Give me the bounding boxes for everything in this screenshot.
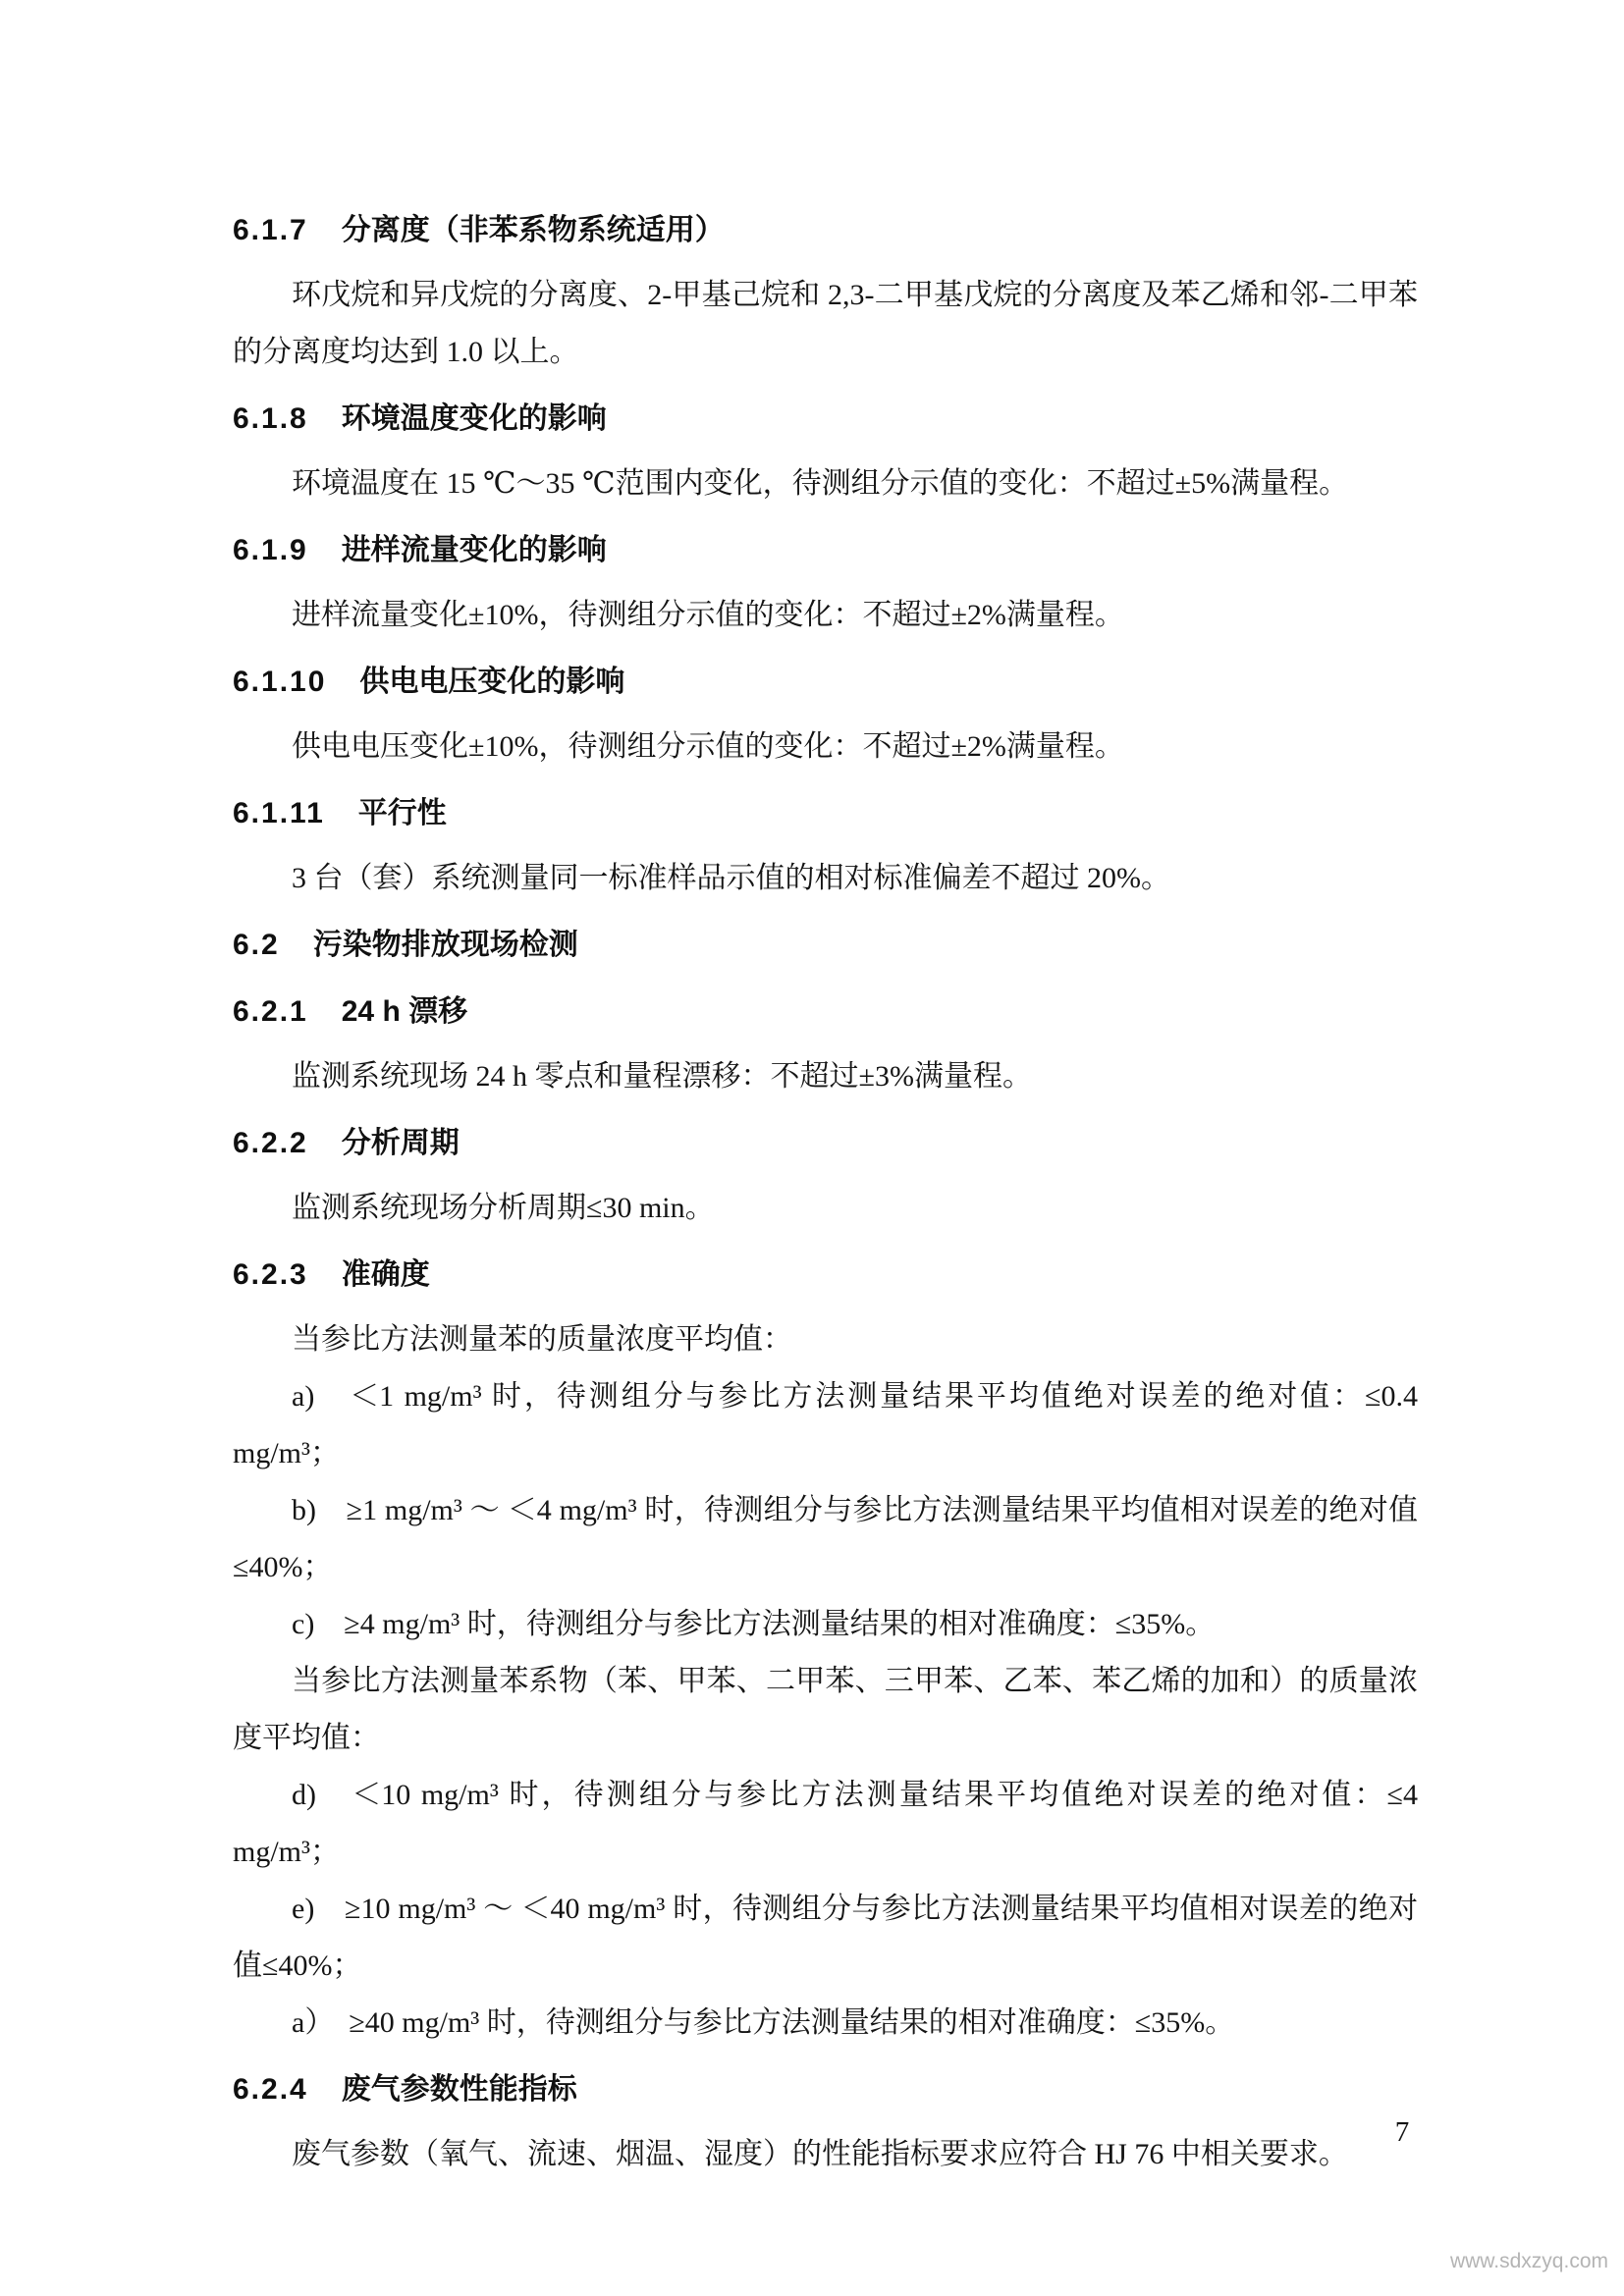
paragraph-separation-degree: 环戊烷和异戊烷的分离度、2-甲基己烷和 2,3-二甲基戊烷的分离度及苯乙烯和邻-二甲苯的分离度均达到 1.0 以上。 [233,279,1418,368]
heading-number: 6.1.7 [233,214,308,246]
heading-title: 供电电压变化的影响 [359,666,625,698]
heading-6-1-10 [233,654,1418,711]
paragraph-ambient-temperature: 环境温度在 15 ℃～35 ℃范围内变化，待测组分示值的变化：不超过±5%满量程。 [292,467,1349,500]
heading-title: 废气参数性能指标 [341,2073,577,2106]
heading-number: 6.2.1 [233,995,308,1028]
paragraph-analysis-cycle: 监测系统现场分析周期≤30 min。 [292,1192,715,1224]
heading-6-1-8 [233,391,1418,448]
paragraph-benzene-intro: 当参比方法测量苯的质量浓度平均值： [292,1323,792,1356]
paragraph-btex-intro: 当参比方法测量苯系物（苯、甲苯、二甲苯、三甲苯、乙苯、苯乙烯的加和）的质量浓度平均值： [233,1665,1418,1754]
heading-number: 6.1.8 [233,402,308,435]
heading-6-2-4 [233,2061,1418,2118]
heading-6-2-2 [233,1115,1418,1172]
heading-6-1-7 [233,202,1418,259]
list-item-a: a) ＜1 mg/m³ 时，待测组分与参比方法测量结果平均值绝对误差的绝对值：≤0.4 mg/m³； [233,1380,1418,1469]
heading-title: 进样流量变化的影响 [341,534,607,566]
page-number: 7 [1394,2116,1410,2148]
heading-number: 6.1.11 [233,797,325,829]
heading-6-2-3 [233,1247,1418,1304]
paragraph-parallelism: 3 台（套）系统测量同一标准样品示值的相对标准偏差不超过 20%。 [292,862,1170,894]
list-item-e: e) ≥10 mg/m³ ～ ＜40 mg/m³ 时，待测组分与参比方法测量结果平均值相对误差的绝对值≤40%； [233,1893,1418,1982]
heading-title: 24 h 漂移 [341,995,468,1028]
heading-number: 6.2.2 [233,1127,308,1159]
list-item-b: b) ≥1 mg/m³ ～ ＜4 mg/m³ 时，待测组分与参比方法测量结果平均值相对误差的绝对值≤40%； [233,1494,1418,1583]
heading-6-1-9 [233,522,1418,579]
heading-number: 6.1.10 [233,666,327,698]
paragraph-supply-voltage: 供电电压变化±10%，待测组分示值的变化：不超过±2%满量程。 [292,730,1124,763]
heading-number: 6.2.4 [233,2073,308,2106]
watermark-url: www.sdxzyq.com [1449,2250,1608,2272]
paragraph-24h-drift: 监测系统现场 24 h 零点和量程漂移：不超过±3%满量程。 [292,1060,1032,1093]
document-body [233,192,1418,2183]
heading-title: 污染物排放现场检测 [312,929,578,961]
list-item-a2: a） ≥40 mg/m³ 时，待测组分与参比方法测量结果的相对准确度：≤35%。 [292,2006,1235,2039]
list-item-c: c) ≥4 mg/m³ 时，待测组分与参比方法测量结果的相对准确度：≤35%。 [292,1608,1216,1640]
heading-title: 平行性 [357,797,447,829]
heading-6-2 [233,917,1418,974]
heading-number: 6.2.3 [233,1258,308,1291]
paragraph-flue-gas-parameters: 废气参数（氧气、流速、烟温、湿度）的性能指标要求应符合 HJ 76 中相关要求。 [292,2138,1348,2170]
heading-title: 分离度（非苯系物系统适用） [341,214,725,246]
heading-number: 6.2 [233,929,280,961]
heading-6-2-1 [233,984,1418,1041]
heading-title: 分析周期 [341,1127,460,1159]
heading-title: 环境温度变化的影响 [341,402,607,435]
paragraph-sample-flow: 进样流量变化±10%，待测组分示值的变化：不超过±2%满量程。 [292,599,1124,631]
heading-6-1-11 [233,785,1418,842]
heading-title: 准确度 [341,1258,430,1291]
list-item-d: d) ＜10 mg/m³ 时，待测组分与参比方法测量结果平均值绝对误差的绝对值：≤4 mg/m³； [233,1779,1418,1868]
heading-number: 6.1.9 [233,534,308,566]
